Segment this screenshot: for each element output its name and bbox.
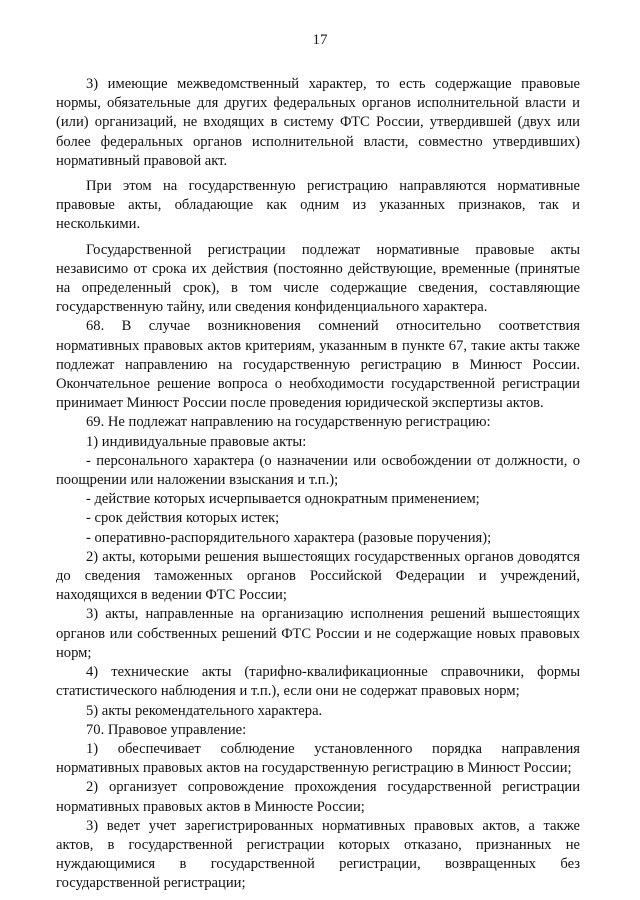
list-item-keeps-records: 3) ведет учет зарегистрированных нормативных правовых актов, а также актов, в государственной регистрации которых отказано, признанных не нуждающимися в государственной регистрации, возвращенных без государственной регистрации;	[56, 817, 580, 892]
list-item-organizes-support: 2) организует сопровождение прохождения государственной регистрации нормативных правовых актов в Минюсте России;	[56, 779, 580, 815]
list-item-recommendation-acts: 5) акты рекомендательного характера.	[86, 702, 323, 719]
list-item-expired-acts: - срок действия которых истек;	[86, 510, 280, 527]
list-item-single-use-acts: - действие которых исчерпывается однократным применением;	[86, 491, 480, 508]
list-item-ensures-procedure: 1) обеспечивает соблюдение установленного порядка направления нормативных правовых актов на государственную регистрацию в Минюст России;	[56, 740, 580, 777]
list-item-higher-authority-acts: 2) акты, которыми решения вышестоящих государственных органов доводятся до сведения таможенных органов Российской Федерации и учреждений, находящихся в ведении ФТС России;	[56, 548, 580, 604]
paragraph-registration-scope: Государственной регистрации подлежат нормативные правовые акты независимо от срока их действия (постоянно действующие, временные (принятые на определенный срок), в том числе содержащие сведения, составляющие государственную тайну, или сведения конфиденциального характера.	[56, 241, 580, 316]
list-item-personal-acts: - персонального характера (о назначении или освобождении от должности, о поощрении или наложении взыскания и т.п.);	[56, 452, 580, 489]
paragraph-clause-68: 68. В случае возникновения сомнений относительно соответствия нормативных правовых актов критериям, указанным в пункте 67, такие акты также подлежат направлению на государственную регистрацию в Минюст России. Окончательное решение вопроса о необходимости государственной регистрации принимает Минюст России после проведения юридической экспертизы актов.	[56, 318, 580, 412]
paragraph-item-3-interdepartmental: 3) имеющие межведомственный характер, то есть содержащие правовые нормы, обязательные для других федеральных органов исполнительной власти и (или) организаций, не входящих в систему ФТС России, утвердившей (двух или более федеральных органов исполнительной власти, совместно утвердивших) нормативный правовой акт.	[56, 76, 580, 169]
list-item-operational-acts: - оперативно-распорядительного характера (разовые поручения);	[86, 529, 492, 546]
list-item-technical-acts: 4) технические акты (тарифно-квалификационные справочники, формы статистического наблюдения и т.п.), если они не содержат правовых норм;	[56, 664, 580, 700]
paragraph-clause-70: 70. Правовое управление:	[86, 721, 247, 738]
page-number: 17	[312, 32, 328, 48]
paragraph-clause-69: 69. Не подлежат направлению на государственную регистрацию:	[86, 414, 491, 431]
paragraph-registration-signs: При этом на государственную регистрацию направляются нормативные правовые акты, обладающие как одним из указанных признаков, так и несколькими.	[56, 178, 580, 233]
document-body	[56, 75, 580, 894]
list-item-execution-acts: 3) акты, направленные на организацию исполнения решений вышестоящих органов или собственных решений ФТС России и не содержащие новых правовых норм;	[56, 606, 580, 661]
list-item-individual-acts: 1) индивидуальные правовые акты:	[86, 433, 307, 450]
